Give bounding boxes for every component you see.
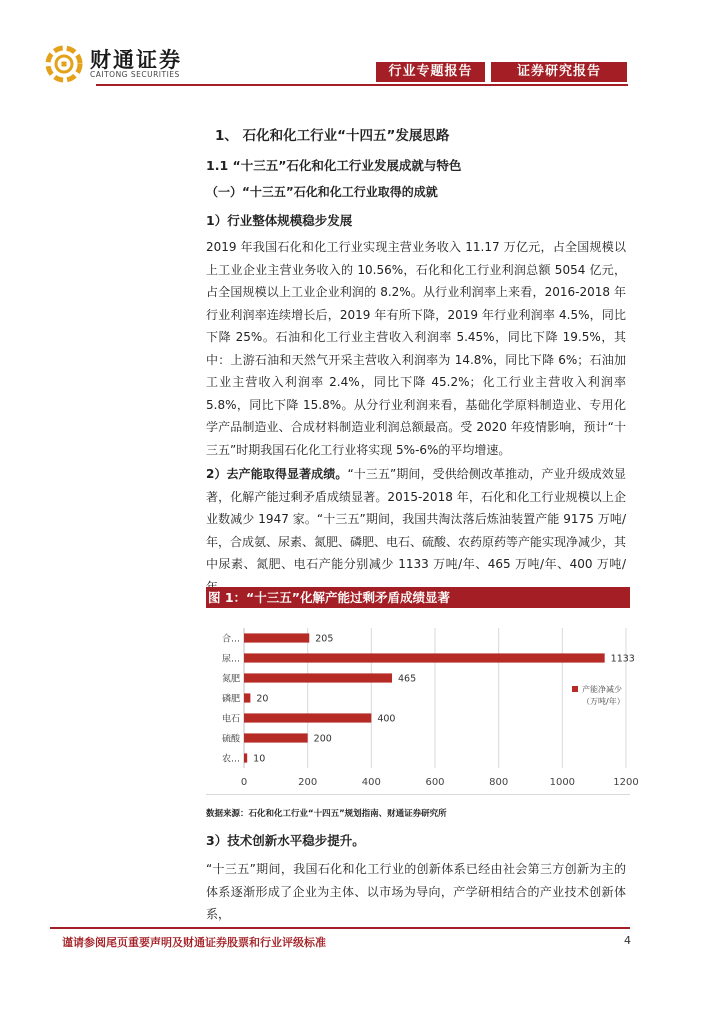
page-number: 4: [624, 934, 631, 947]
report-category-tag: 证券研究报告: [491, 62, 627, 82]
section-heading: 1、 石化和化工行业“十四五”发展思路: [215, 128, 450, 144]
figure-frame: [206, 608, 639, 795]
legend-label: 产能净减少: [582, 685, 622, 694]
subsubsection-heading: （一）“十三五”石化和化工行业取得的成就: [206, 185, 438, 199]
data-label: 10: [253, 753, 266, 765]
bar: [244, 673, 392, 682]
point-heading-1: 1）行业整体规模稳步发展: [206, 213, 353, 228]
header-divider: [96, 84, 628, 86]
data-label: 200: [313, 733, 332, 745]
category-label: 电石: [221, 714, 240, 725]
subsection-heading: 1.1 “十三五”石化和化工行业发展成就与特色: [206, 158, 462, 173]
data-label: 400: [377, 713, 396, 725]
x-tick-label: 0: [240, 777, 248, 788]
bar: [244, 633, 309, 642]
footer-disclaimer: 谨请参阅尾页重要声明及财通证券股票和行业评级标准: [62, 936, 326, 949]
data-label: 205: [315, 633, 334, 645]
data-label: 465: [398, 673, 417, 685]
x-tick-label: 800: [489, 777, 509, 788]
category-label: 硫酸: [221, 734, 240, 745]
category-label: 氮肥: [221, 674, 240, 685]
x-tick-label: 200: [298, 777, 318, 788]
report-type-tag: 行业专题报告: [376, 62, 485, 82]
paragraph-innovation: “十三五”期间，我国石化和化工行业的创新体系已经由社会第三方创新为主的体系逐渐形成了企业为主体、以市场为导向，产学研相结合的产业技术创新体系，: [206, 862, 626, 921]
company-logo-icon: [46, 46, 82, 82]
x-tick-label: 600: [425, 777, 445, 788]
x-tick-label: 1200: [613, 777, 639, 788]
bar: [244, 653, 605, 662]
x-tick-label: 400: [361, 777, 381, 788]
category-label: 农…: [221, 754, 240, 765]
category-label: 合…: [221, 634, 240, 645]
category-label: 尿…: [221, 654, 240, 665]
paragraph-body: “十三五”期间，受供给侧改革推动，产业升级成效显著，化解产能过剩矛盾成绩显著。2015-2018 年，石化和化工行业规模以上企业数减少 1947 家。“十三五”期间，我国共淘汰落后炼油装置产能 9175 万吨/年，合成氨、尿素、氮肥、磷肥、电石、硫酸、农药原药等产能实现净减少，其中尿素、氮肥、电石产能分别减少 1133 万吨/年、465 万吨/年、400 万吨/: [206, 467, 627, 571]
legend-swatch: [572, 686, 578, 692]
bar: [244, 713, 371, 722]
paragraph-lead: 2）去产能取得显著成绩。: [206, 467, 348, 481]
data-source: 数据来源：石化和化工行业“十四五”规划指南、财通证券研究所: [206, 809, 447, 819]
data-label: 1133: [610, 653, 635, 665]
bar: [244, 753, 247, 762]
bar: [244, 733, 308, 742]
bar: [244, 693, 250, 702]
category-label: 磷肥: [221, 694, 240, 705]
logo-english-name: CAITONG SECURITIES: [90, 70, 180, 79]
footer-divider: [50, 927, 630, 929]
legend-unit: （万吨/年）: [582, 697, 625, 706]
paragraph-capacity-reduction: [206, 463, 626, 598]
logo-chinese-name: 财通证券: [90, 48, 182, 72]
figure-caption: 图 1：“十三五”化解产能过剩矛盾成绩显著: [206, 587, 630, 608]
point-heading-3: 3）技术创新水平稳步提升。: [206, 833, 365, 848]
x-tick-label: 1000: [549, 777, 576, 788]
data-label: 20: [256, 693, 269, 705]
paragraph-industry-scale: 2019 年我国石化和化工行业实现主营业务收入 11.17 万亿元，占全国规模以上工业企业主营业务收入的 10.56%，石化和化工行业利润总额 5054 亿元，占全国规模以上工业企业利润的 8.2%。从行业利润率上来看，2016-2018 年行业利润率连续增长后，2019 年有所下降，2019 年行业利润率 4.5%，同比下降 25%。石油和化工行业主营收入利润率 5.45%，同比下降 19.5%，其中：上游石油和天然气开采主营收入利润率为 14.8%，同比下降 6%；石油加工业主营收入利润率 2.4%，同比下降 45.2%；化工行业主营收入利润率 5.8%，同比下降 15.8%。从分行业利润来看，基础化学原料制造业、专用化学产品制造业、合成材料制造业利润总额最高。受 2020 年疫情影响，预计“十三五”时期我国石化化工行业将实现 5%-6%的平均增速。: [206, 240, 626, 457]
capacity-bar-chart: [206, 608, 639, 794]
